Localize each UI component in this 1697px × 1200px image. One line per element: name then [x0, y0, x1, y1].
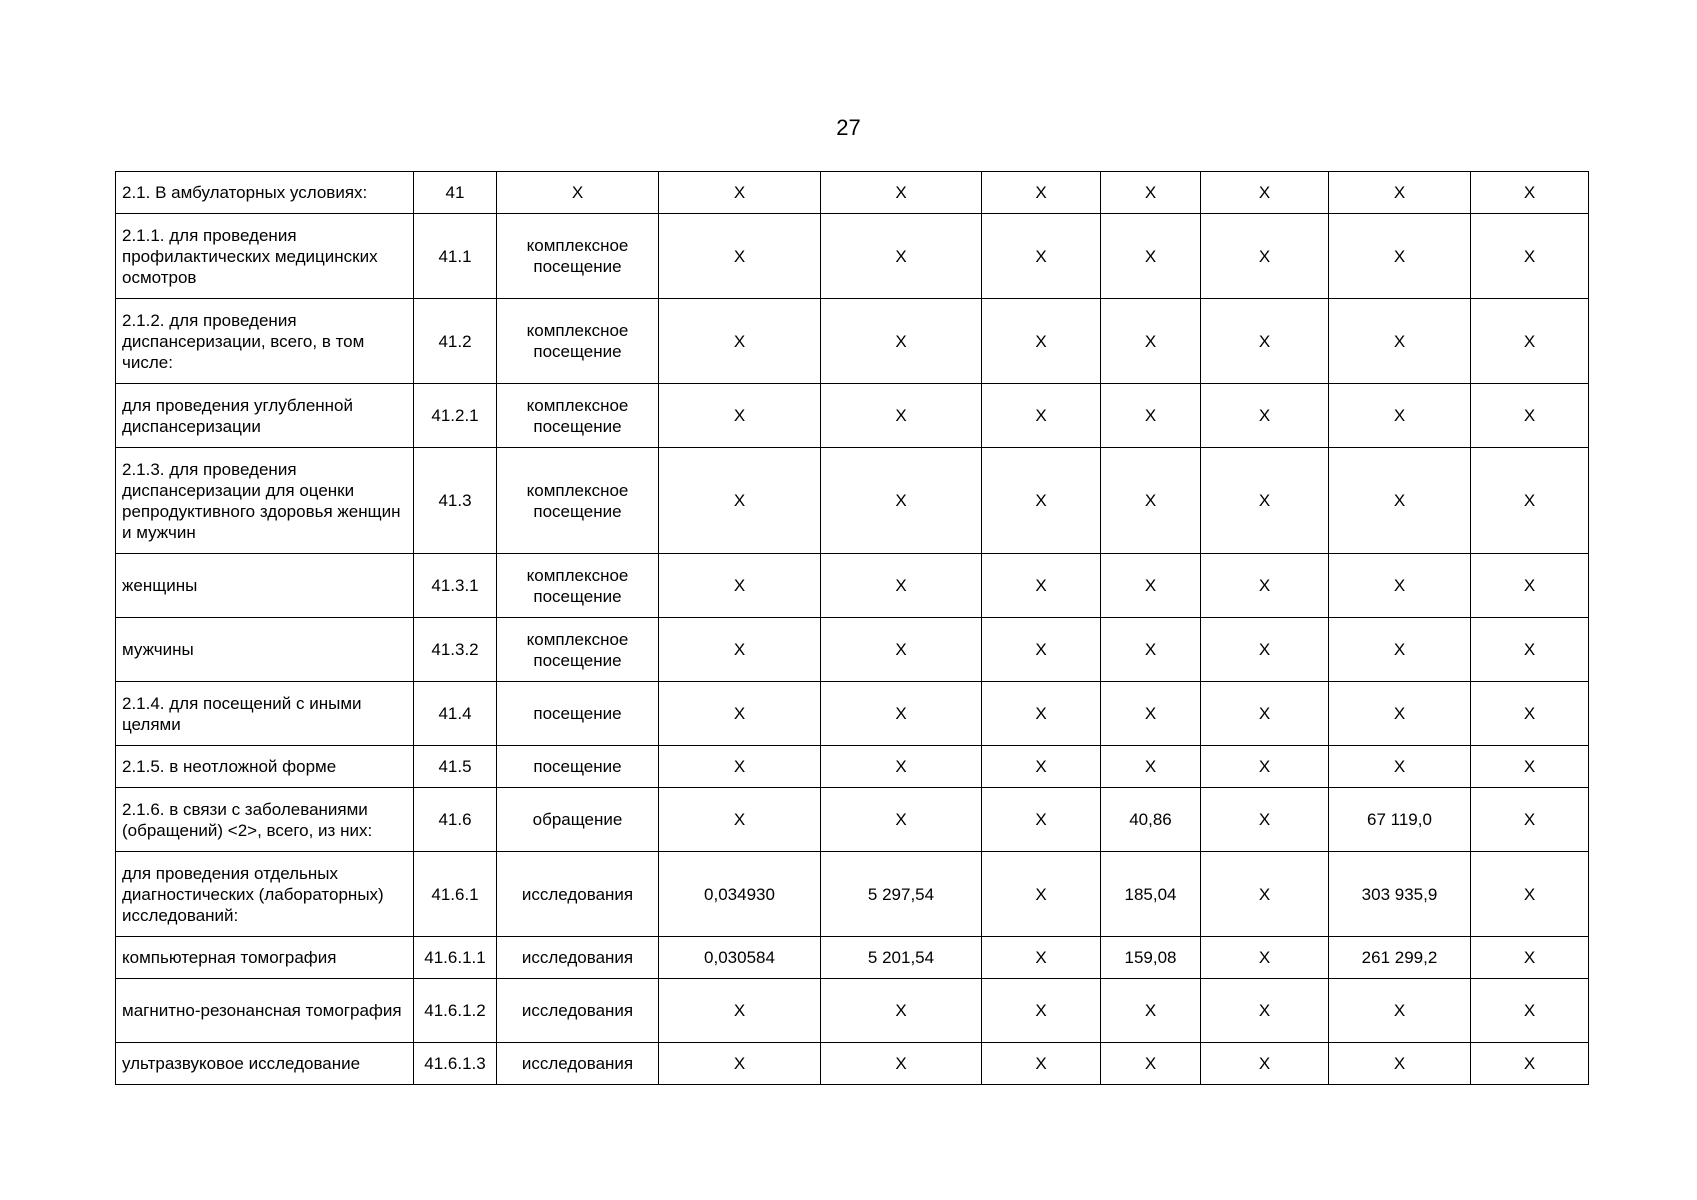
value-col-4-cell: X [659, 618, 821, 682]
value-col-7-cell: X [1101, 448, 1201, 554]
value-col-6-cell: X [982, 618, 1101, 682]
value-col-5-cell: X [821, 299, 982, 384]
value-col-9-cell: X [1329, 682, 1471, 746]
value-col-6-cell: X [982, 384, 1101, 448]
value-col-4-cell: X [659, 1043, 821, 1085]
table-row [116, 1043, 1589, 1085]
value-col-4-cell: X [659, 448, 821, 554]
value-col-10-cell: X [1471, 937, 1589, 979]
value-col-5-cell: X [821, 979, 982, 1043]
row-unit-cell: исследования [497, 937, 659, 979]
row-code-cell: 41.6.1.1 [414, 937, 497, 979]
value-col-5-cell: X [821, 554, 982, 618]
value-col-8-cell: X [1201, 299, 1329, 384]
value-col-4-cell: X [659, 172, 821, 214]
value-col-10-cell: X [1471, 448, 1589, 554]
table-body [116, 172, 1589, 1085]
row-code-cell: 41.3 [414, 448, 497, 554]
value-col-4-cell: X [659, 788, 821, 852]
data-table [115, 171, 1589, 1085]
value-col-9-cell: 261 299,2 [1329, 937, 1471, 979]
row-unit-cell: посещение [497, 682, 659, 746]
value-col-6-cell: X [982, 682, 1101, 746]
row-unit-cell: исследования [497, 979, 659, 1043]
value-col-4-cell: 0,030584 [659, 937, 821, 979]
value-col-7-cell: X [1101, 746, 1201, 788]
value-col-8-cell: X [1201, 788, 1329, 852]
value-col-5-cell: X [821, 618, 982, 682]
value-col-4-cell: X [659, 384, 821, 448]
value-col-4-cell: X [659, 682, 821, 746]
value-col-10-cell: X [1471, 214, 1589, 299]
value-col-9-cell: X [1329, 299, 1471, 384]
value-col-7-cell: X [1101, 384, 1201, 448]
table-row [116, 682, 1589, 746]
value-col-6-cell: X [982, 299, 1101, 384]
table-row [116, 618, 1589, 682]
value-col-10-cell: X [1471, 682, 1589, 746]
table-row [116, 299, 1589, 384]
row-unit-cell: обращение [497, 788, 659, 852]
row-name-cell: 2.1.6. в связи с заболеваниями (обращений) <2>, всего, из них: [116, 788, 414, 852]
value-col-7-cell: X [1101, 979, 1201, 1043]
value-col-10-cell: X [1471, 618, 1589, 682]
row-name-cell: 2.1. В амбулаторных условиях: [116, 172, 414, 214]
row-unit-cell: исследования [497, 1043, 659, 1085]
row-unit-cell: комплексное посещение [497, 618, 659, 682]
row-name-cell: магнитно-резонансная томография [116, 979, 414, 1043]
row-name-cell: 2.1.1. для проведения профилактических медицинских осмотров [116, 214, 414, 299]
table-row [116, 852, 1589, 937]
value-col-9-cell: X [1329, 618, 1471, 682]
table-row [116, 214, 1589, 299]
row-name-cell: 2.1.2. для проведения диспансеризации, всего, в том числе: [116, 299, 414, 384]
value-col-5-cell: X [821, 1043, 982, 1085]
value-col-8-cell: X [1201, 937, 1329, 979]
row-name-cell: для проведения отдельных диагностических (лабораторных) исследований: [116, 852, 414, 937]
value-col-6-cell: X [982, 979, 1101, 1043]
row-code-cell: 41.4 [414, 682, 497, 746]
value-col-9-cell: X [1329, 172, 1471, 214]
table-row [116, 746, 1589, 788]
value-col-9-cell: X [1329, 746, 1471, 788]
value-col-8-cell: X [1201, 172, 1329, 214]
value-col-6-cell: X [982, 448, 1101, 554]
value-col-7-cell: X [1101, 299, 1201, 384]
value-col-8-cell: X [1201, 448, 1329, 554]
value-col-7-cell: 185,04 [1101, 852, 1201, 937]
value-col-10-cell: X [1471, 746, 1589, 788]
value-col-5-cell: X [821, 746, 982, 788]
value-col-5-cell: X [821, 448, 982, 554]
value-col-8-cell: X [1201, 554, 1329, 618]
value-col-5-cell: 5 201,54 [821, 937, 982, 979]
table-row [116, 172, 1589, 214]
value-col-10-cell: X [1471, 1043, 1589, 1085]
row-name-cell: 2.1.5. в неотложной форме [116, 746, 414, 788]
row-name-cell: компьютерная томография [116, 937, 414, 979]
value-col-9-cell: X [1329, 448, 1471, 554]
value-col-6-cell: X [982, 937, 1101, 979]
row-unit-cell: исследования [497, 852, 659, 937]
value-col-4-cell: X [659, 554, 821, 618]
value-col-9-cell: X [1329, 554, 1471, 618]
value-col-4-cell: X [659, 746, 821, 788]
value-col-9-cell: X [1329, 384, 1471, 448]
value-col-8-cell: X [1201, 214, 1329, 299]
value-col-9-cell: X [1329, 1043, 1471, 1085]
value-col-4-cell: X [659, 979, 821, 1043]
value-col-5-cell: X [821, 682, 982, 746]
row-code-cell: 41.1 [414, 214, 497, 299]
row-code-cell: 41.3.2 [414, 618, 497, 682]
value-col-8-cell: X [1201, 852, 1329, 937]
value-col-6-cell: X [982, 172, 1101, 214]
value-col-10-cell: X [1471, 299, 1589, 384]
row-code-cell: 41.6.1 [414, 852, 497, 937]
row-code-cell: 41.3.1 [414, 554, 497, 618]
value-col-10-cell: X [1471, 788, 1589, 852]
row-name-cell: ультразвуковое исследование [116, 1043, 414, 1085]
value-col-6-cell: X [982, 1043, 1101, 1085]
row-unit-cell: комплексное посещение [497, 214, 659, 299]
value-col-9-cell: X [1329, 214, 1471, 299]
table-row [116, 788, 1589, 852]
value-col-9-cell: X [1329, 979, 1471, 1043]
value-col-5-cell: X [821, 214, 982, 299]
value-col-8-cell: X [1201, 682, 1329, 746]
row-name-cell: для проведения углубленной диспансеризации [116, 384, 414, 448]
row-code-cell: 41.6.1.2 [414, 979, 497, 1043]
value-col-5-cell: X [821, 172, 982, 214]
value-col-5-cell: 5 297,54 [821, 852, 982, 937]
value-col-7-cell: 159,08 [1101, 937, 1201, 979]
value-col-4-cell: X [659, 299, 821, 384]
value-col-7-cell: X [1101, 172, 1201, 214]
table-row [116, 384, 1589, 448]
value-col-8-cell: X [1201, 384, 1329, 448]
row-name-cell: 2.1.4. для посещений с иными целями [116, 682, 414, 746]
value-col-10-cell: X [1471, 384, 1589, 448]
value-col-4-cell: 0,034930 [659, 852, 821, 937]
row-unit-cell: комплексное посещение [497, 299, 659, 384]
row-code-cell: 41.6.1.3 [414, 1043, 497, 1085]
value-col-7-cell: 40,86 [1101, 788, 1201, 852]
value-col-5-cell: X [821, 384, 982, 448]
value-col-5-cell: X [821, 788, 982, 852]
value-col-9-cell: 303 935,9 [1329, 852, 1471, 937]
value-col-8-cell: X [1201, 746, 1329, 788]
table-row [116, 448, 1589, 554]
table-row [116, 554, 1589, 618]
value-col-7-cell: X [1101, 682, 1201, 746]
value-col-9-cell: 67 119,0 [1329, 788, 1471, 852]
row-name-cell: женщины [116, 554, 414, 618]
value-col-6-cell: X [982, 214, 1101, 299]
value-col-8-cell: X [1201, 979, 1329, 1043]
value-col-8-cell: X [1201, 1043, 1329, 1085]
page-number: 27 [836, 115, 861, 140]
row-name-cell: 2.1.3. для проведения диспансеризации для оценки репродуктивного здоровья женщин и мужчин [116, 448, 414, 554]
value-col-10-cell: X [1471, 172, 1589, 214]
row-unit-cell: комплексное посещение [497, 554, 659, 618]
row-unit-cell: посещение [497, 746, 659, 788]
row-unit-cell: комплексное посещение [497, 384, 659, 448]
row-code-cell: 41.2 [414, 299, 497, 384]
value-col-10-cell: X [1471, 554, 1589, 618]
value-col-6-cell: X [982, 746, 1101, 788]
value-col-8-cell: X [1201, 618, 1329, 682]
row-code-cell: 41 [414, 172, 497, 214]
value-col-10-cell: X [1471, 979, 1589, 1043]
row-unit-cell: комплексное посещение [497, 448, 659, 554]
value-col-4-cell: X [659, 214, 821, 299]
row-name-cell: мужчины [116, 618, 414, 682]
value-col-7-cell: X [1101, 214, 1201, 299]
row-code-cell: 41.5 [414, 746, 497, 788]
value-col-7-cell: X [1101, 554, 1201, 618]
value-col-6-cell: X [982, 852, 1101, 937]
value-col-10-cell: X [1471, 852, 1589, 937]
row-unit-cell: X [497, 172, 659, 214]
value-col-7-cell: X [1101, 1043, 1201, 1085]
value-col-7-cell: X [1101, 618, 1201, 682]
row-code-cell: 41.6 [414, 788, 497, 852]
table-row [116, 979, 1589, 1043]
row-code-cell: 41.2.1 [414, 384, 497, 448]
table-row [116, 937, 1589, 979]
value-col-6-cell: X [982, 788, 1101, 852]
value-col-6-cell: X [982, 554, 1101, 618]
